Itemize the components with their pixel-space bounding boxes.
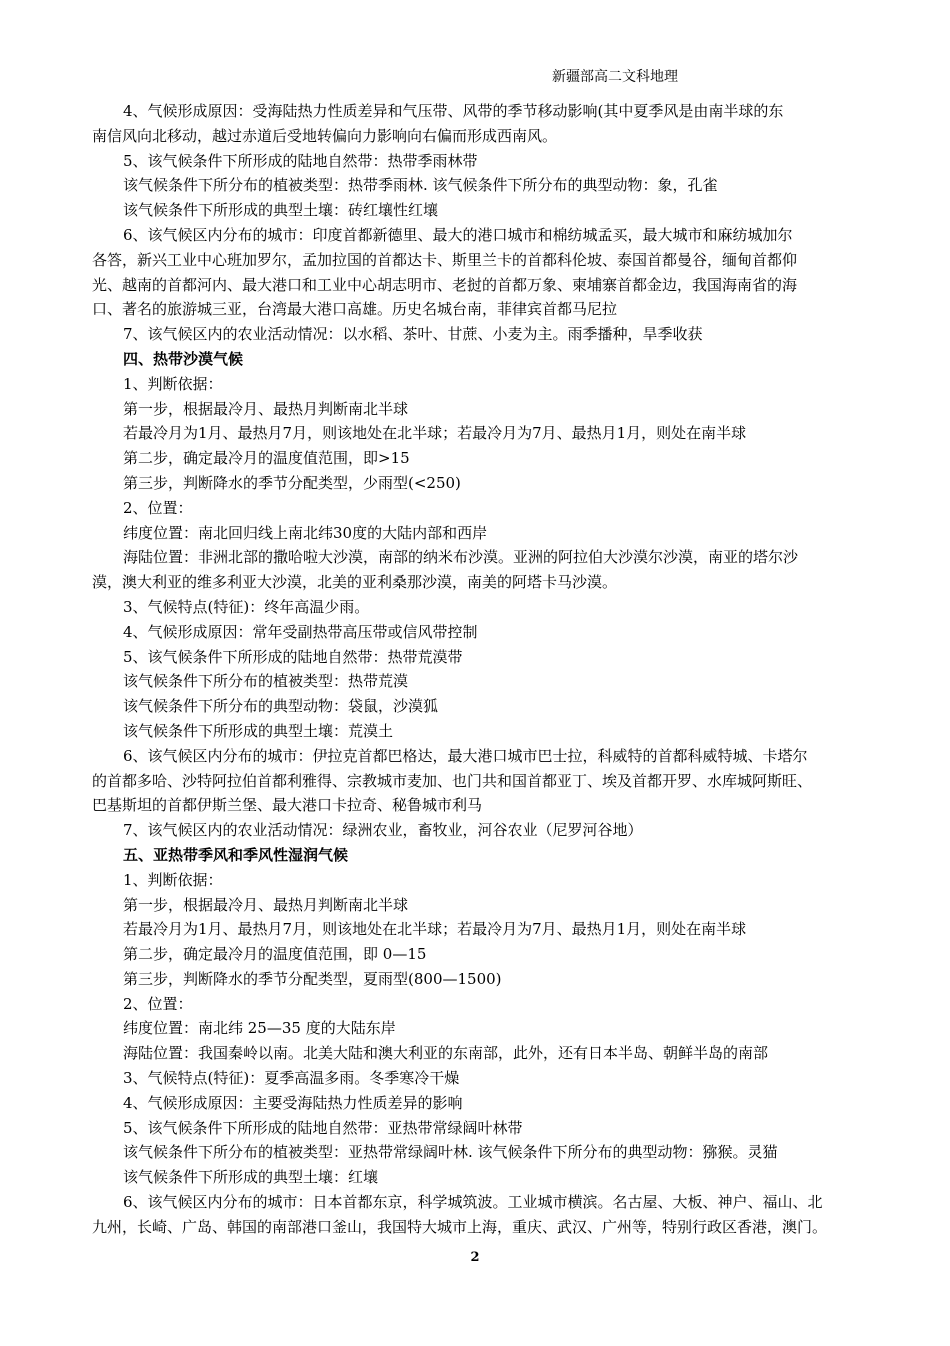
text-line: 5、该气候条件下所形成的陆地自然带：热带荒漠带 (123, 647, 463, 666)
text-line: 若最冷月为1月、最热月7月，则该地处在北半球；若最冷月为7月、最热月1月，则处在南半球 (123, 920, 747, 939)
text-line: 该气候条件下所形成的典型土壤：砖红壤性红壤 (123, 201, 439, 220)
text-line: 6、该气候区内分布的城市：印度首都新德里、最大的港口城市和棉纺城孟买，最大城市和麻纺城加尔 (123, 225, 793, 244)
text-line: 6、该气候区内分布的城市：日本首都东京，科学城筑波。工业城市横滨。名古屋、大板、神户、福山、北 (123, 1193, 823, 1212)
text-line: 6、该气候区内分布的城市：伊拉克首都巴格达，最大港口城市巴士拉，科威特的首都科威特城、卡塔尔 (123, 746, 808, 765)
text-line: 第三步，判断降水的季节分配类型，少雨型(<250) (123, 473, 461, 492)
text-line: 第二步，确定最冷月的温度值范围，即 0—15 (123, 945, 427, 964)
text-line: 1、判断依据： (123, 374, 223, 393)
section-heading: 五、亚热带季风和季风性湿润气候 (123, 845, 349, 864)
text-line: 第三步，判断降水的季节分配类型，夏雨型(800—1500) (123, 969, 502, 988)
text-line: 该气候条件下所分布的植被类型：热带荒漠 (123, 672, 409, 691)
text-line: 海陆位置：我国秦岭以南。北美大陆和澳大利亚的东南部，此外，还有日本半岛、朝鲜半岛的南部 (123, 1044, 769, 1063)
text-line: 纬度位置：南北纬 25—35 度的大陆东岸 (123, 1019, 396, 1038)
text-line: 口、著名的旅游城三亚，台湾最大港口高雄。历史名城台南，菲律宾首都马尼拉 (92, 300, 618, 319)
section-heading: 四、热带沙漠气候 (123, 349, 244, 368)
text-line: 光、越南的首都河内、最大港口和工业中心胡志明市、老挝的首都万象、柬埔寨首都金边，我国海南省的海 (92, 275, 798, 294)
text-line: 4、气候形成原因：主要受海陆热力性质差异的影响 (123, 1093, 463, 1112)
text-line: 第一步，根据最冷月、最热月判断南北半球 (123, 895, 409, 914)
text-line: 该气候条件下所分布的典型动物：袋鼠，沙漠狐 (123, 697, 439, 716)
text-line: 若最冷月为1月、最热月7月，则该地处在北半球；若最冷月为7月、最热月1月，则处在南半球 (123, 424, 747, 443)
text-line: 7、该气候区内的农业活动情况：绿洲农业，畜牧业，河谷农业（尼罗河谷地） (123, 821, 643, 840)
page-number: 2 (470, 1250, 480, 1265)
text-line: 纬度位置：南北回归线上南北纬30度的大陆内部和西岸 (123, 523, 488, 542)
text-line: 3、气候特点(特征)：夏季高温多雨。冬季寒冷干燥 (123, 1069, 460, 1088)
text-line: 该气候条件下所分布的植被类型：热带季雨林. 该气候条件下所分布的典型动物：象，孔雀 (123, 176, 718, 195)
text-line: 4、气候形成原因：受海陆热力性质差异和气压带、风带的季节移动影响(其中夏季风是由南半球的东 (123, 102, 784, 120)
text-line: 海陆位置：非洲北部的撒哈啦大沙漠，南部的纳米布沙漠。亚洲的阿拉伯大沙漠尔沙漠，南亚的塔尔沙 (123, 548, 799, 567)
page-header: 新疆部高二文科地理 (552, 69, 678, 85)
text-line: 漠，澳大利亚的维多利亚大沙漠，北美的亚利桑那沙漠，南美的阿塔卡马沙漠。 (92, 573, 618, 592)
text-line: 第一步，根据最冷月、最热月判断南北半球 (123, 399, 409, 418)
text-line: 南信风向北移动，越过赤道后受地转偏向力影响向右偏而形成西南风。 (92, 126, 558, 145)
text-line: 各答，新兴工业中心班加罗尔，孟加拉国的首都达卡、斯里兰卡的首都科伦坡、泰国首都曼谷，缅甸首都仰 (92, 250, 798, 269)
text-line: 5、该气候条件下所形成的陆地自然带：亚热带常绿阔叶林带 (123, 1118, 523, 1137)
text-line: 第二步，确定最冷月的温度值范围，即>15 (123, 449, 410, 468)
text-line: 1、判断依据： (123, 870, 223, 889)
text-line: 九州，长崎、广岛、韩国的南部港口釜山，我国特大城市上海，重庆、武汉、广州等，特别行政区香港，澳门。 (92, 1217, 828, 1236)
text-line: 该气候条件下所形成的典型土壤：荒漠土 (123, 721, 394, 740)
text-line: 2、位置： (123, 994, 193, 1013)
text-line: 5、该气候条件下所形成的陆地自然带：热带季雨林带 (123, 151, 478, 170)
document-body (92, 99, 872, 1240)
text-line: 4、气候形成原因：常年受副热带高压带或信风带控制 (123, 622, 478, 641)
text-line: 7、该气候区内的农业活动情况：以水稻、茶叶、甘蔗、小麦为主。雨季播种，旱季收获 (123, 325, 703, 344)
text-line: 该气候条件下所分布的植被类型：亚热带常绿阔叶林. 该气候条件下所分布的典型动物：猕猴。灵猫 (123, 1143, 778, 1162)
text-line: 巴基斯坦的首都伊斯兰堡、最大港口卡拉奇、秘鲁城市利马 (92, 796, 483, 815)
text-line: 3、气候特点(特征)：终年高温少雨。 (123, 597, 370, 616)
text-line: 该气候条件下所形成的典型土壤：红壤 (123, 1168, 379, 1187)
text-line: 2、位置： (123, 498, 193, 517)
text-line: 的首都多哈、沙特阿拉伯首都利雅得、宗教城市麦加、也门共和国首都亚丁、埃及首都开罗、水库城阿斯旺、 (92, 771, 813, 790)
